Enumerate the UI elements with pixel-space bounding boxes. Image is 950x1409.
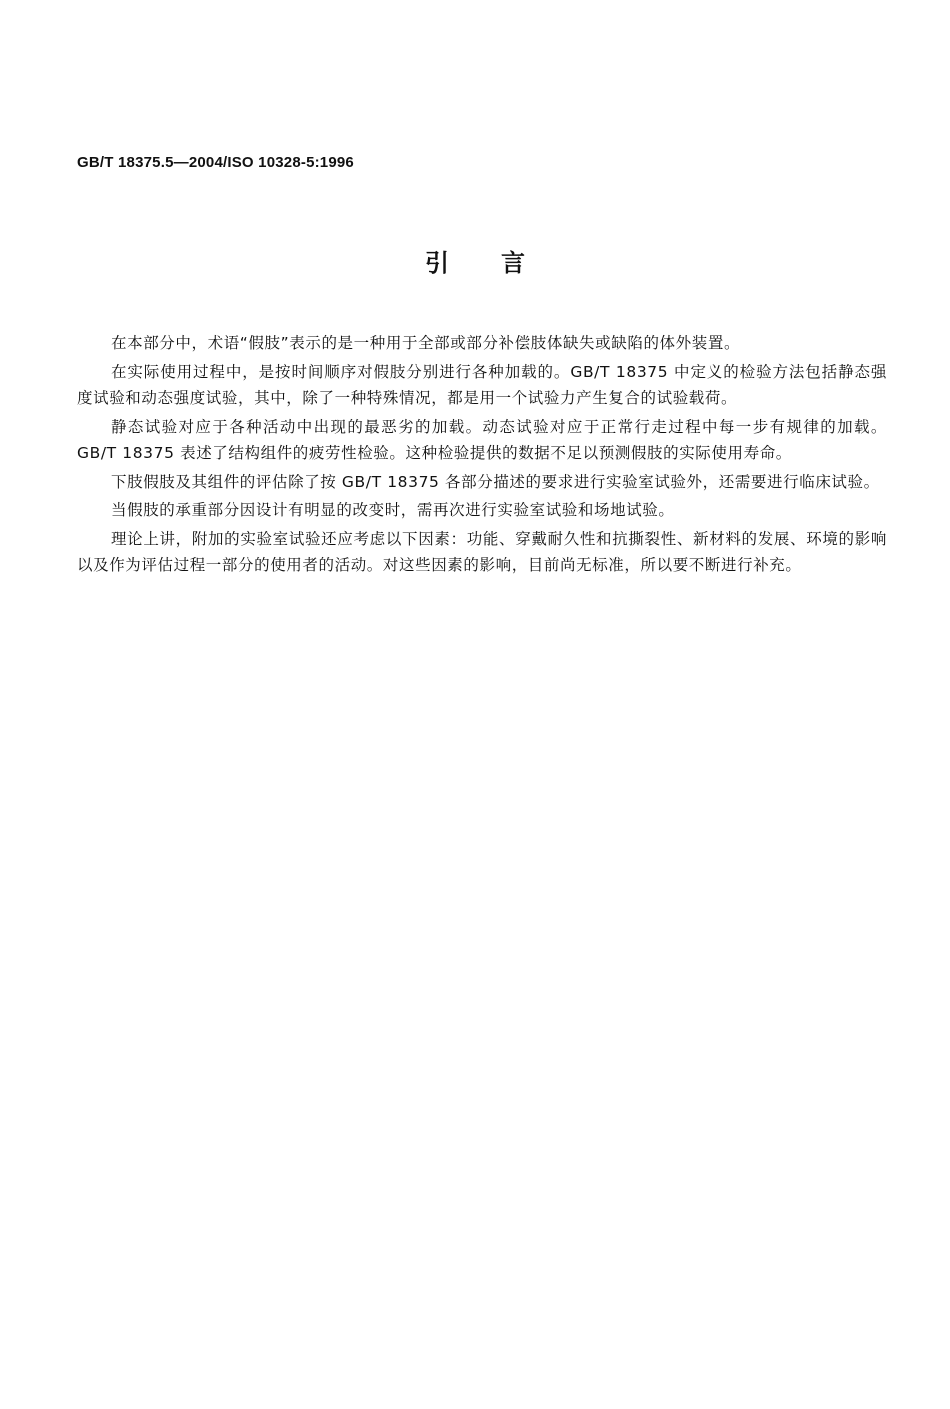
paragraph: 在实际使用过程中，是按时间顺序对假肢分别进行各种加载的。GB/T 18375 中定义的检验方法包括静态强度试验和动态强度试验，其中，除了一种特殊情况，都是用一个试验力产生复合的试验载荷。 — [77, 362, 887, 407]
body-text — [77, 330, 887, 581]
paragraph: 下肢假肢及其组件的评估除了按 GB/T 18375 各部分描述的要求进行实验室试验外，还需要进行临床试验。 — [111, 472, 880, 491]
paragraph: 静态试验对应于各种活动中出现的最恶劣的加载。动态试验对应于正常行走过程中每一步有规律的加载。GB/T 18375 表述了结构组件的疲劳性检验。这种检验提供的数据不足以预测假肢的实际使用寿命。 — [77, 417, 887, 462]
standard-code: GB/T 18375.5—2004/ISO 10328-5:1996 — [77, 154, 354, 171]
paragraph: 当假肢的承重部分因设计有明显的改变时，需再次进行实验室试验和场地试验。 — [111, 501, 675, 519]
paragraph: 理论上讲，附加的实验室试验还应考虑以下因素：功能、穿戴耐久性和抗撕裂性、新材料的发展、环境的影响以及作为评估过程一部分的使用者的活动。对这些因素的影响，目前尚无标准，所以要不断进行补充。 — [77, 529, 887, 574]
section-heading: 引言 — [425, 249, 577, 277]
paragraph: 在本部分中，术语“假肢”表示的是一种用于全部或部分补偿肢体缺失或缺陷的体外装置。 — [111, 334, 741, 352]
